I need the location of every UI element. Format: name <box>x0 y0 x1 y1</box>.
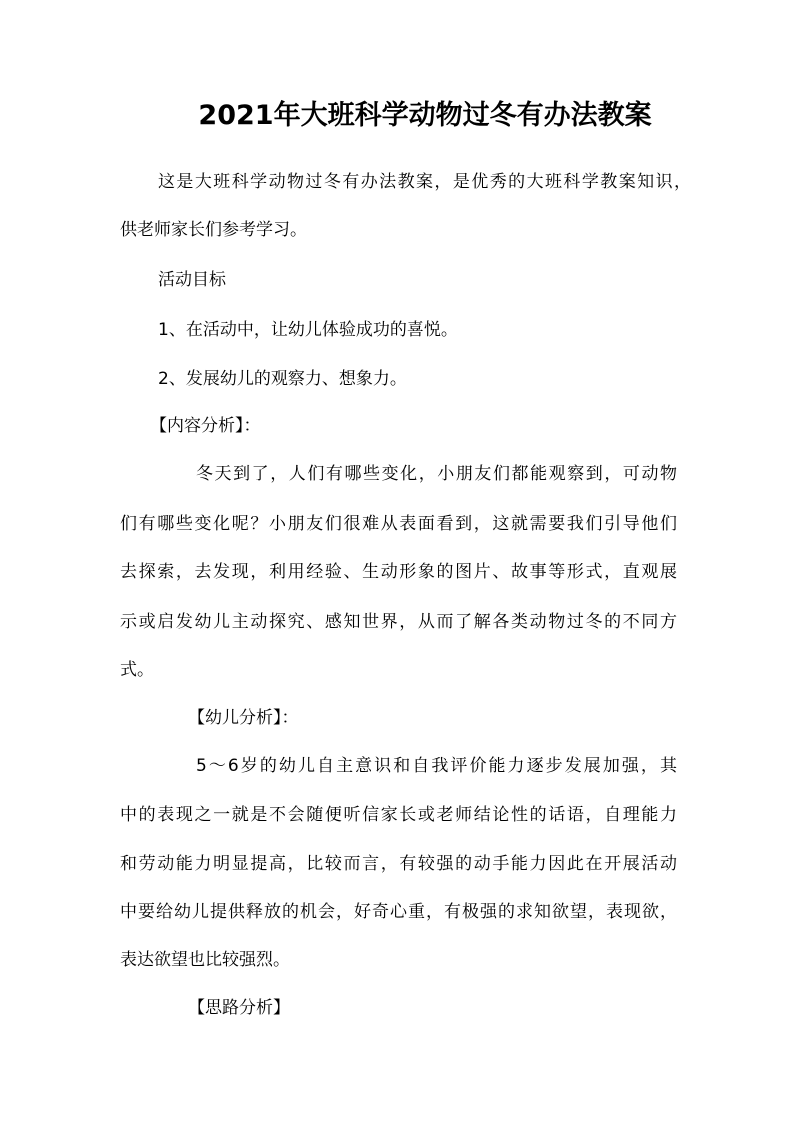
goals-heading: 活动目标 <box>158 270 226 290</box>
content-line-1: 冬天到了，人们有哪些变化，小朋友们都能观察到，可动物 <box>196 464 677 484</box>
content-line-4: 示或启发幼儿主动探究、感知世界，从而了解各类动物过冬的不同方 <box>120 612 677 632</box>
goal-item-1: 1、在活动中，让幼儿体验成功的喜悦。 <box>158 320 458 340</box>
content-line-5: 式。 <box>120 660 154 680</box>
content-line-3: 去探索，去发现，利用经验、生动形象的图片、故事等形式，直观展 <box>120 562 677 582</box>
intro-line-1: 这是大班科学动物过冬有办法教案，是优秀的大班科学教案知识， <box>158 172 691 192</box>
child-line-4: 中要给幼儿提供释放的机会，好奇心重，有极强的求知欲望，表现欲， <box>120 902 677 922</box>
goal-item-2: 2、发展幼儿的观察力、想象力。 <box>158 369 407 389</box>
document-title: 2021年大班科学动物过冬有办法教案 <box>198 100 652 131</box>
child-analysis-heading: 【幼儿分析】： <box>188 708 299 728</box>
content-analysis-heading: 【内容分析】： <box>150 416 261 436</box>
child-line-2: 中的表现之一就是不会随便听信家长或老师结论性的话语，自理能力 <box>120 805 677 825</box>
content-line-2: 们有哪些变化呢？小朋友们很难从表面看到，这就需要我们引导他们 <box>120 514 677 534</box>
child-line-5: 表达欲望也比较强烈。 <box>120 950 290 970</box>
thinking-analysis-heading: 【思路分析】 <box>188 998 290 1018</box>
intro-line-2: 供老师家长们参考学习。 <box>120 220 307 240</box>
child-line-1: 5～6岁的幼儿自主意识和自我评价能力逐步发展加强，其 <box>196 756 677 776</box>
child-line-3: 和劳动能力明显提高，比较而言，有较强的动手能力因此在开展活动 <box>120 854 677 874</box>
